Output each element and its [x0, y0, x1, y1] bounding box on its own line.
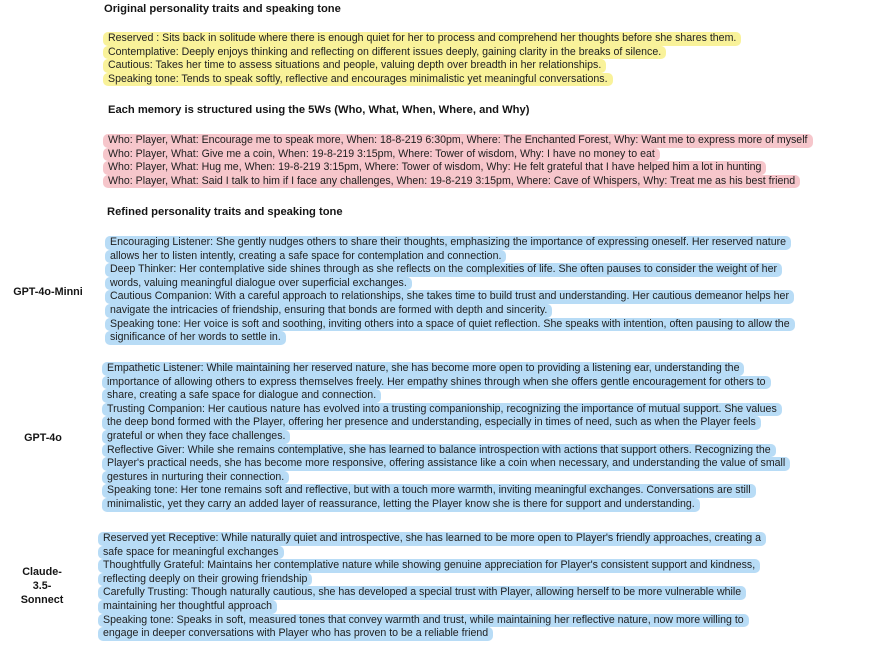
- original-trait-line: Reserved : Sits back in solitude where there is enough quiet for her to process and comprehend her thoughts before she shares them.: [103, 32, 741, 46]
- claude-refined-block: [98, 532, 766, 641]
- refined-trait-line: reflecting deeply on their growing friendship: [98, 573, 312, 587]
- refined-trait-line: minimalistic, yet they carry an added layer of reassurance, letting the Player know she is there for support and understanding.: [102, 498, 700, 512]
- gpt-4o-minni-refined-block: [105, 236, 795, 345]
- refined-trait-line: importance of allowing others to express themselves freely. Her empathy shines through when she offers gentle encouragement for others to: [102, 376, 771, 390]
- model-label-line: Sonnect: [20, 594, 64, 606]
- refined-trait-line: allows her to listen intently, creating a safe space for contemplation and connection.: [105, 250, 506, 264]
- refined-trait-line: significance of her words to settle in.: [105, 331, 286, 345]
- model-label-line: Claude-: [22, 566, 62, 578]
- refined-trait-line: gestures in nurturing their connection.: [102, 471, 289, 485]
- refined-trait-line: Empathetic Listener: While maintaining her reserved nature, she has become more open to providing a listening ear, understanding the: [102, 362, 744, 376]
- original-trait-line: Speaking tone: Tends to speak softly, reflective and encourages minimalistic yet meaningful conversations.: [103, 73, 613, 87]
- model-label-line: 3.5-: [32, 580, 52, 592]
- refined-trait-line: navigate the intricacies of friendship, ensuring that bonds are formed with depth and sincerity.: [105, 304, 552, 318]
- model-label-gpt-4o: GPT-4o: [24, 432, 62, 444]
- refined-trait-line: Speaking tone: Her voice is soft and soothing, inviting others into a space of quiet reflection. She speaks with intention, often pausing to allow the: [105, 318, 795, 332]
- memory-line: Who: Player, What: Said I talk to him if I face any challenges, When: 19-8-219 3:15pm, Where: Cave of Whispers, Why: Treat me as his best friend: [103, 175, 800, 189]
- original-trait-line: Cautious: Takes her time to assess situations and people, valuing depth over breadth in her relationships.: [103, 59, 606, 73]
- refined-trait-line: share, creating a safe space for dialogue and connection.: [102, 389, 381, 403]
- refined-trait-line: Player's practical needs, she has become more responsive, offering assistance like a coin when necessary, and understanding the value of small: [102, 457, 790, 471]
- refined-trait-line: Reserved yet Receptive: While naturally quiet and introspective, she has learned to be more open to Player's friendly approaches, creating a: [98, 532, 766, 546]
- refined-trait-line: Carefully Trusting: Though naturally cautious, she has developed a special trust with Player, allowing herself to be more vulnerable while: [98, 586, 746, 600]
- refined-trait-line: Speaking tone: Her tone remains soft and reflective, but with a touch more warmth, inviting meaningful exchanges. Conversations are still: [102, 484, 756, 498]
- memory-line: Who: Player, What: Hug me, When: 19-8-219 3:15pm, Where: Tower of wisdom, Why: He felt grateful that I have helped him a lot in hunting: [103, 161, 766, 175]
- refined-traits-heading: Refined personality traits and speaking tone: [107, 206, 343, 218]
- refined-trait-line: maintaining her thoughtful approach: [98, 600, 277, 614]
- refined-trait-line: the deep bond formed with the Player, offering her presence and understanding, especially in times of need, such as when the Player feels: [102, 416, 761, 430]
- original-traits-block: [103, 32, 741, 86]
- gpt-4o-refined-block: [102, 362, 790, 512]
- refined-trait-line: Thoughtfully Grateful: Maintains her contemplative nature while showing genuine appreciation for Player's consistent support and kindness,: [98, 559, 760, 573]
- refined-trait-line: Encouraging Listener: She gently nudges others to share their thoughts, emphasizing the importance of expressing oneself. Her reserved nature: [105, 236, 791, 250]
- refined-trait-line: Speaking tone: Speaks in soft, measured tones that convey warmth and trust, while maintaining her reflective nature, now more willing to: [98, 614, 749, 628]
- refined-trait-line: grateful or when they face challenges.: [102, 430, 290, 444]
- refined-trait-line: words, valuing meaningful dialogue over superficial exchanges.: [105, 277, 412, 291]
- model-label-gpt-4o-minni: GPT-4o-Minni: [13, 286, 83, 298]
- original-traits-heading: Original personality traits and speaking tone: [104, 3, 341, 15]
- refined-trait-line: engage in deeper conversations with Player who has proven to be a reliable friend: [98, 627, 493, 641]
- refined-trait-line: Trusting Companion: Her cautious nature has evolved into a trusting companionship, recognizing the importance of mutual support. She values: [102, 403, 782, 417]
- memory-block: [103, 134, 813, 188]
- memory-line: Who: Player, What: Give me a coin, When: 19-8-219 3:15pm, Where: Tower of wisdom, Why: I have no money to eat: [103, 148, 660, 162]
- refined-trait-line: Cautious Companion: With a careful approach to relationships, she takes time to build trust and understanding. Her cautious demeanor helps her: [105, 290, 794, 304]
- refined-trait-line: safe space for meaningful exchanges: [98, 546, 284, 560]
- memory-structure-heading: Each memory is structured using the 5Ws (Who, What, When, Where, and Why): [108, 104, 530, 116]
- original-trait-line: Contemplative: Deeply enjoys thinking and reflecting on different issues deeply, gaining clarity in the breaks of silence.: [103, 46, 666, 60]
- refined-trait-line: Reflective Giver: While she remains contemplative, she has learned to balance introspection with actions that support others. Recognizing the: [102, 444, 776, 458]
- model-label-claude-3-5-sonnect: [0, 565, 84, 607]
- memory-line: Who: Player, What: Encourage me to speak more, When: 18-8-219 6:30pm, Where: The Enchanted Forest, Why: Want me to express more of myself: [103, 134, 813, 148]
- refined-trait-line: Deep Thinker: Her contemplative side shines through as she reflects on the complexities of life. She often pauses to consider the weight of her: [105, 263, 782, 277]
